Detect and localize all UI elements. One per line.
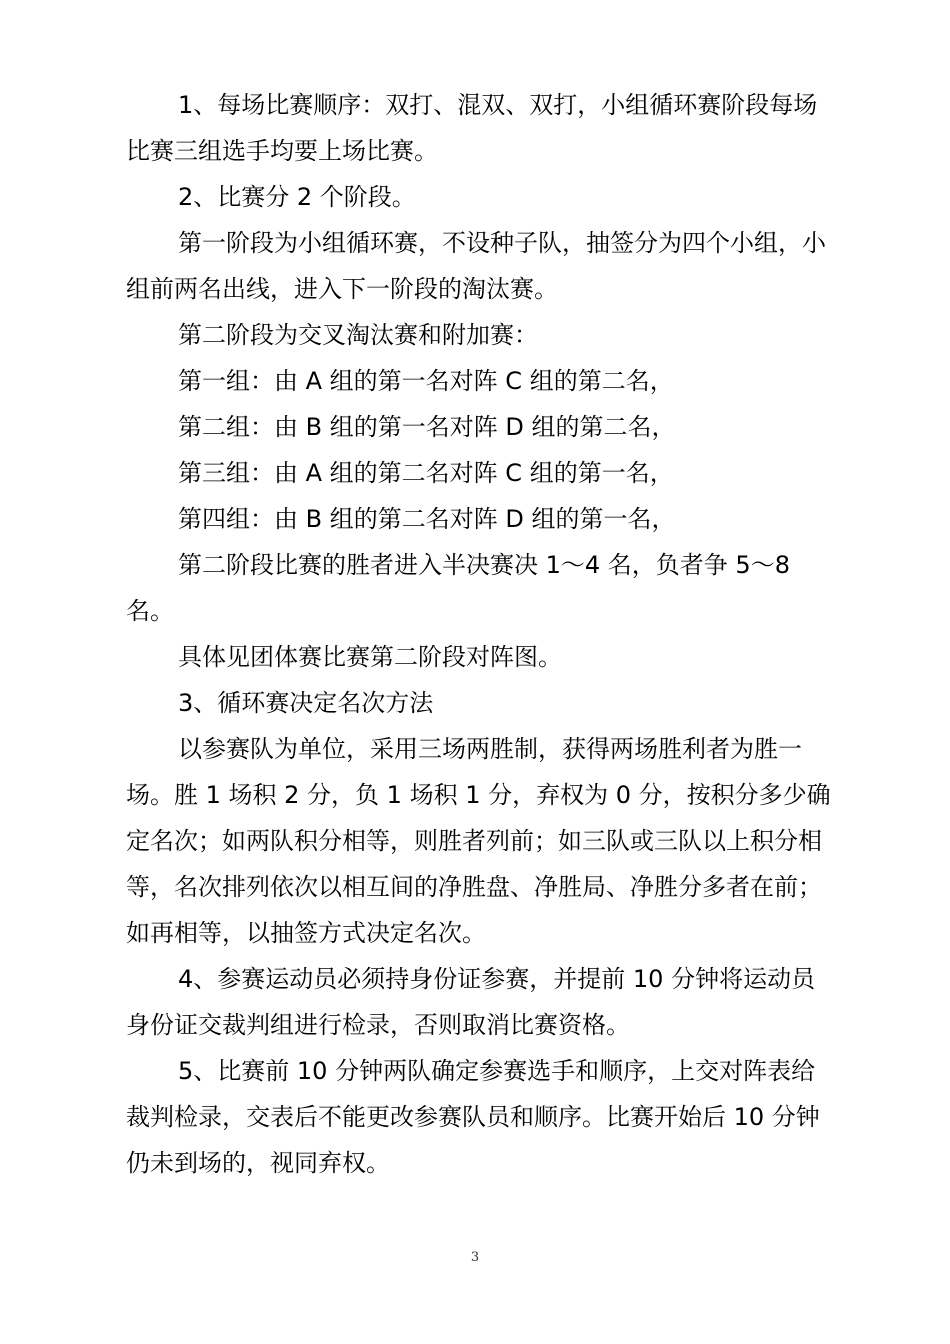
paragraph-lineup-submission: 5、比赛前 10 分钟两队确定参赛选手和顺序，上交对阵表给裁判检录，交表后不能更改参赛队员和顺序。比赛开始后 10 分钟仍未到场的，视同弃权。: [126, 1057, 820, 1177]
document-body: [126, 82, 838, 1186]
paragraph-group-one: 第一组：由 A 组的第一名对阵 C 组的第二名，: [178, 367, 674, 395]
paragraph-stage-two: 第二阶段为交叉淘汰赛和附加赛：: [178, 321, 538, 349]
paragraph-stage-one: 第一阶段为小组循环赛，不设种子队，抽签分为四个小组，小组前两名出线，进入下一阶段的淘汰赛。: [126, 229, 826, 303]
page-number: 3: [470, 1250, 480, 1265]
paragraph-bracket-reference: 具体见团体赛比赛第二阶段对阵图。: [178, 643, 562, 671]
paragraph-id-check: 4、参赛运动员必须持身份证参赛，并提前 10 分钟将运动员身份证交裁判组进行检录，否则取消比赛资格。: [126, 965, 816, 1039]
paragraph-group-four: 第四组：由 B 组的第二名对阵 D 组的第一名，: [178, 505, 676, 533]
paragraph-match-order: 1、每场比赛顺序：双打、混双、双打，小组循环赛阶段每场比赛三组选手均要上场比赛。: [126, 91, 818, 165]
paragraph-two-stages: 2、比赛分 2 个阶段。: [178, 183, 416, 211]
paragraph-ranking-method-heading: 3、循环赛决定名次方法: [178, 689, 434, 717]
paragraph-group-two: 第二组：由 B 组的第一名对阵 D 组的第二名，: [178, 413, 676, 441]
paragraph-group-three: 第三组：由 A 组的第二名对阵 C 组的第一名，: [178, 459, 674, 487]
paragraph-ranking-method: 以参赛队为单位，采用三场两胜制，获得两场胜利者为胜一场。胜 1 场积 2 分，负 1 场积 1 分，弃权为 0 分，按积分多少确定名次；如两队积分相等，则胜者列前；如三队或三队以上积分相等，名次排列依次以相互间的净胜盘、净胜局、净胜分多者在前；如再相等，以抽签方式决定名次。: [126, 735, 831, 947]
paragraph-semifinal: 第二阶段比赛的胜者进入半决赛决 1～4 名，负者争 5～8 名。: [126, 551, 790, 625]
